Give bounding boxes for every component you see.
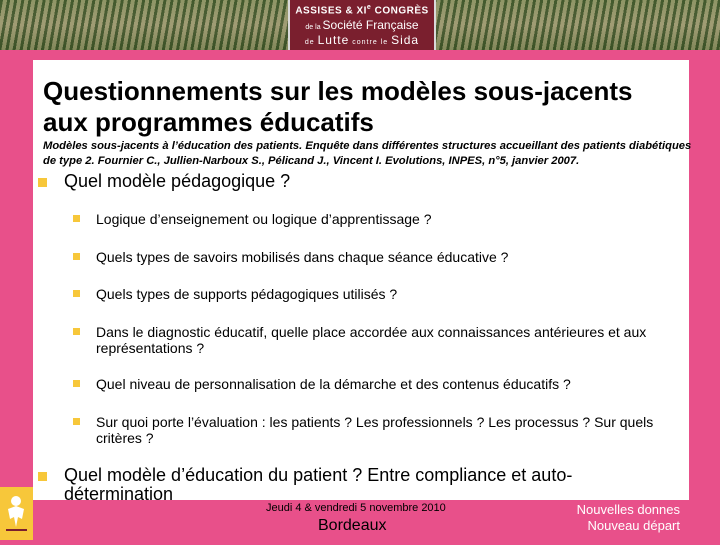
event-slogan: [577, 502, 680, 534]
question-2: Quel modèle d’éducation du patient ? Entre compliance et auto-détermination: [64, 465, 573, 504]
sub-question-2: Quels types de savoirs mobilisés dans chaque séance éducative ?: [96, 249, 509, 265]
sub-question-6: Sur quoi porte l’évaluation : les patients ? Les professionnels ? Les processus ? Sur quels critères ?: [96, 414, 654, 446]
slogan-line-2: Nouveau départ: [587, 518, 680, 533]
bullet-icon: [73, 215, 80, 222]
banner-line-1: ASSISES & XIe CONGRÈS: [295, 4, 429, 17]
ribbon-figure-icon: [0, 487, 33, 540]
header-banner: [0, 0, 720, 50]
bullet-icon: [73, 328, 80, 335]
event-date: Jeudi 4 & vendredi 5 novembre 2010: [266, 502, 446, 514]
bullet-icon: [38, 178, 47, 187]
banner-line-3: de Lutte contre le Sida: [304, 33, 420, 47]
bullet-icon: [38, 472, 47, 481]
sub-question-4: Dans le diagnostic éducatif, quelle place accordée aux connaissances antérieures et aux représentations ?: [96, 324, 647, 356]
reference-citation: Modèles sous-jacents à l’éducation des patients. Enquête dans différentes structures accueillant des patients diabétiques de type 2. Fournier C., Jullien-Narboux S., Pélicand J., Vincent I. Evolutions, INPES, n°5, janvier 2007.: [43, 140, 692, 167]
bullet-icon: [73, 380, 80, 387]
event-city: Bordeaux: [318, 517, 387, 534]
bullet-icon: [73, 290, 80, 297]
sub-question-3: Quels types de supports pédagogiques utilisés ?: [96, 286, 398, 302]
society-logo-icon: [0, 487, 33, 540]
bullet-icon: [73, 253, 80, 260]
sub-question-1: Logique d’enseignement ou logique d’apprentissage ?: [96, 211, 432, 227]
congress-logo-box: [288, 0, 436, 50]
sub-question-5: Quel niveau de personnalisation de la démarche et des contenus éducatifs ?: [96, 376, 571, 392]
slogan-line-1: Nouvelles donnes: [576, 502, 680, 517]
question-1: Quel modèle pédagogique ?: [64, 171, 291, 191]
banner-line-2: de la Société Française: [305, 18, 419, 32]
bullet-icon: [73, 418, 80, 425]
slide-title: Questionnements sur les modèles sous-jacents aux programmes éducatifs: [43, 76, 633, 137]
